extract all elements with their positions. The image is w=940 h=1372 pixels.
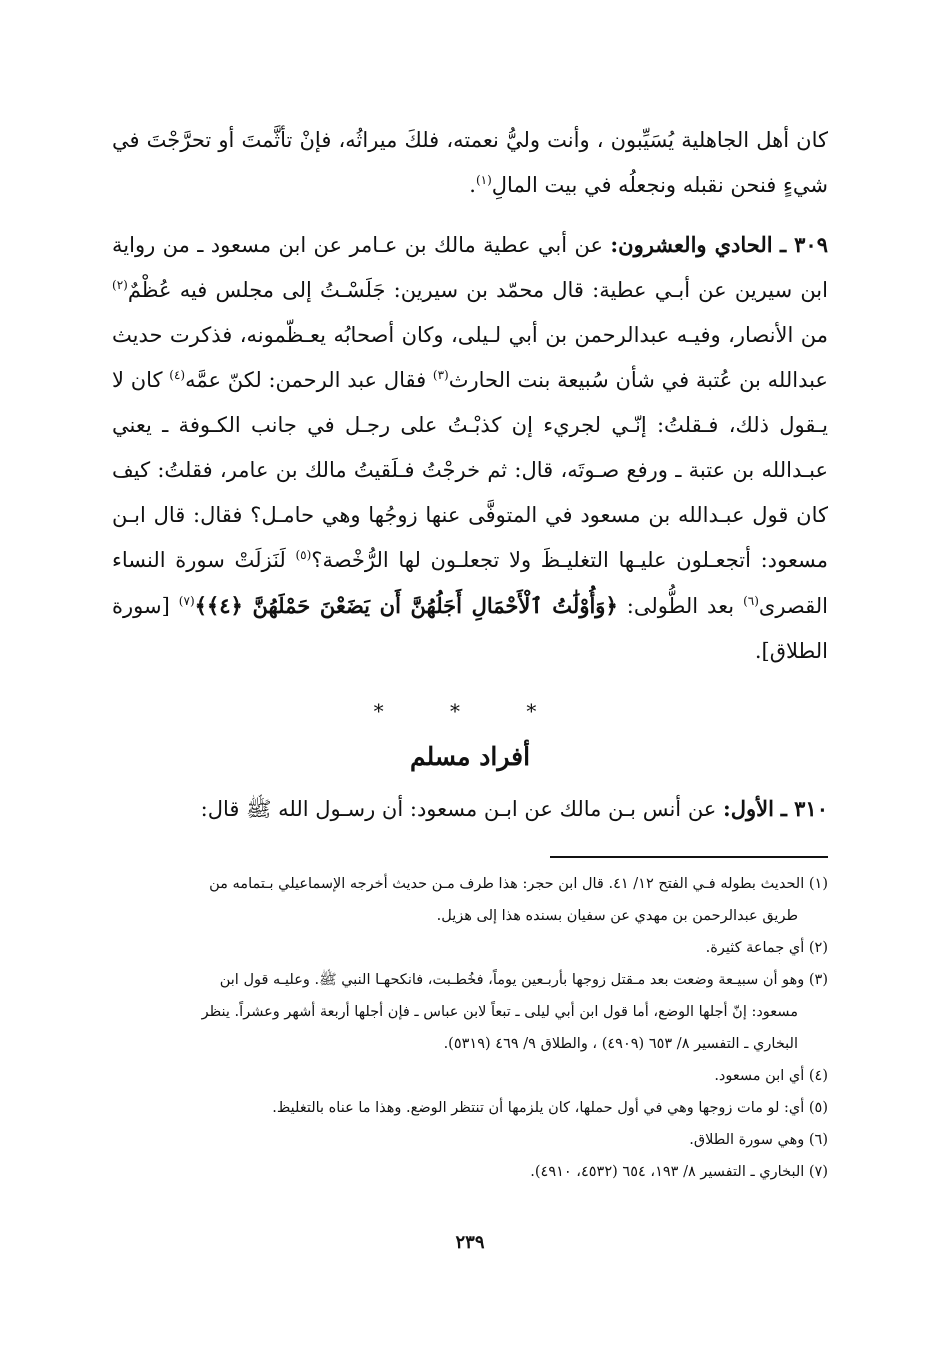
hadith-title: الأول: (723, 796, 774, 821)
footnote-text: (١) الحديث بطوله فـي الفتح ١٢/ ٤١. قال ابن حجر: هذا طرف مـن حديث أخرجه الإسماعيلي بـتمامه من (209, 876, 828, 892)
footnote-6: (٦) وهي سورة الطلاق. (689, 1132, 828, 1148)
hadith-310 (112, 786, 828, 832)
footnote-5: (٥) أي: لو مات زوجها وهي في أول حملها، كان يلزمها أن تنتظر الوضع. وهذا ما عناه بالتغليظ. (272, 1100, 828, 1116)
footnote-divider (550, 856, 828, 858)
footnote-ref-6[interactable]: (٦) (743, 594, 759, 608)
footnote-text: (٣) وهو أن سبيـعة وضعت بعد مـقتل زوجها بأربـعين يوماً، فخُطـبت، فانكحهـا النبي ﷺ. وعليـه قول ابن (219, 972, 828, 988)
hadith-text: كان لا يـقول ذلك، فـقلتُ: إنّـي لجريء إن كذبْـتُ على رجـل في جانب الكـوفة ـ يعني عبـدالله بن عتبة ـ ورفع صـوتَه، قال: ثم خرجْتُ فـلَقيتُ مالك بن عامر، فقلتُ: كيف كان قول عبـدالله بن مسعود في المتوفَّى عنها زوجُها وهي حامـل؟ فقال: قال ابـن مسعود: أتجعـلون عليـها التغليـظَ ولا تجعلـون لها الرُّخْصة؟ (112, 368, 828, 572)
hadith-number: ٣١٠ ـ (780, 796, 828, 821)
footnote-ref-3[interactable]: (٣) (432, 368, 449, 382)
footnote-ref-5[interactable]: (٥) (295, 548, 312, 562)
hadith-309 (112, 222, 828, 674)
section-separator: * * * (373, 699, 567, 723)
footnote-4: (٤) أي ابن مسعود. (714, 1068, 828, 1084)
quran-verse: ﴿وَأُوْلَٰتُ ٱلْأَحْمَالِ أَجَلُهُنَّ أَن يَضَعْنَ حَمْلَهُنَّ ﴿٤﴾﴾ (194, 593, 618, 618)
footnote-text: طريق عبدالرحمن بن مهدي عن سفيان بسنده هذا إلى هزيل. (436, 908, 798, 924)
footnotes (112, 868, 828, 1188)
main-text (112, 118, 828, 832)
hadith-text: بعد الطُّولى: (626, 594, 735, 618)
footnote-1 (112, 868, 828, 932)
hadith-text: فقال عبد الرحمن: لكنّ عمَّه (185, 368, 427, 392)
hadith-text: من الأنصار، وفيـه عبدالرحمن بن أبي لـيلى، وكان أصحابُه يعـظّمونه، فذكرت حديث عبدالله بن عُتبة في شأن سُبيعة بنت الحارث (112, 323, 828, 392)
footnote-ref-4[interactable]: (٤) (169, 368, 186, 382)
hadith-text: عن أنس بـن مالك عن ابـن مسعود: أن رسـول الله ﷺ قال: (200, 797, 717, 821)
hadith-title: الحادي والعشرون: (610, 232, 773, 257)
footnote-text: مسعود: إنّ أجلها الوضع، أما قول ابن أبي ليلى ـ تبعاً لابن عباس ـ فإن أجلها أربعة أشهر وعشراً. ينظر (201, 1004, 798, 1020)
paragraph-end: . (469, 173, 476, 197)
page-number: ٢٣٩ (455, 1232, 485, 1253)
surah-reference: [سورة الطلاق]. (112, 594, 828, 663)
hadith-text: عن أبي عطية مالك بن عـامر عن ابن مسعود ـ من رواية ابن سيرين عن أبـي عطية: قال محمّد بن سيرين: جَلَسْـتُ إلى مجلس فيه عُظْمٌ (112, 233, 828, 302)
footnote-3 (112, 964, 828, 1060)
footnote-ref-2[interactable]: (٢) (112, 278, 128, 292)
hadith-number: ٣٠٩ ـ (779, 232, 828, 257)
footnote-text: البخاري ـ التفسير ٨/ ٦٥٣ (٤٩٠٩) ، والطلاق ٩/ ٤٦٩ (٥٣١٩). (443, 1036, 798, 1052)
section-title: أفراد مسلم (409, 742, 531, 771)
footnote-2: (٢) أي جماعة كثيرة. (705, 940, 828, 956)
hadith-text: لَنَزلَتْ سورة النساء القصرى (112, 548, 828, 618)
footnote-ref-7[interactable]: (٧) (178, 594, 195, 608)
paragraph-text: كان أهل الجاهلية يُسَيِّبون ، وأنت وليُّ نعمته، فلكَ ميراثُه، فإنْ تأثَّمتَ أو تحرَّجْتَ في شيءٍ فنحن نقبله ونجعلُه في بيت المالِ (112, 128, 828, 197)
paragraph-continuation (112, 118, 828, 208)
footnote-ref-1[interactable]: (١) (475, 173, 492, 187)
footnote-7: (٧) البخاري ـ التفسير ٨/ ١٩٣، ٦٥٤ (٤٥٣٢، ٤٩١٠). (530, 1164, 828, 1180)
